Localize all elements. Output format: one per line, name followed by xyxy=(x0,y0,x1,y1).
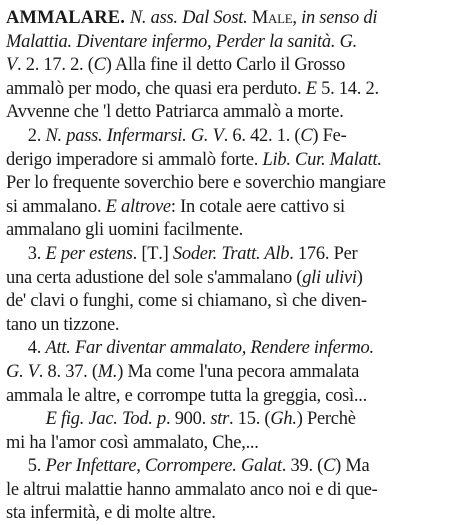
entry-text: 4. xyxy=(27,337,46,359)
entry-line xyxy=(6,478,468,502)
entry-line xyxy=(6,30,468,54)
dictionary-entry xyxy=(6,6,472,525)
entry-text: ) Ma come l'una pecora ammalata xyxy=(117,360,360,382)
entry-line xyxy=(6,195,468,219)
entry-text: gli ulivi xyxy=(302,266,357,288)
entry-line xyxy=(6,6,468,30)
entry-text: C xyxy=(323,455,336,477)
entry-text: , xyxy=(292,7,302,28)
entry-text: E per estens xyxy=(45,242,133,264)
entry-text: 5. 14. 2. xyxy=(316,77,379,99)
entry-line xyxy=(6,218,468,242)
entry-text: mi ha l'amor così ammalato, Che,... xyxy=(6,431,259,453)
entry-line xyxy=(6,289,468,313)
entry-text: . 2. 17. 2. ( xyxy=(17,54,94,76)
entry-text: . 39. ( xyxy=(281,455,324,477)
entry-line xyxy=(6,53,468,77)
entry-text: .] xyxy=(158,242,173,264)
entry-text: ammalano gli uomini facilmente. xyxy=(6,219,244,241)
entry-text: 3. xyxy=(27,242,46,264)
entry-text: in senso di xyxy=(301,7,378,28)
entry-text: . 900. xyxy=(165,408,211,430)
entry-text: ammala le altre, e corrompe tutta la greggia, così... xyxy=(6,384,368,406)
headword: . xyxy=(120,7,130,28)
entry-text: 2. xyxy=(27,124,46,146)
entry-line xyxy=(6,454,468,478)
entry-text: M. xyxy=(97,360,118,382)
entry-text: . 6. 42. 1. ( xyxy=(223,124,301,146)
entry-line xyxy=(6,360,468,384)
entry-text: 5. xyxy=(27,455,46,477)
entry-text: C xyxy=(300,124,313,146)
entry-text: E fig. Jac. Tod. p xyxy=(45,408,166,430)
entry-line xyxy=(6,384,468,408)
entry-text: . 176. Per xyxy=(289,242,358,264)
entry-text: Lib. Cur. Malatt. xyxy=(262,148,382,170)
entry-text: Malattia. Diventare infermo, Perder la sanità. G. xyxy=(6,30,358,52)
entry-line xyxy=(6,171,468,195)
entry-text: V xyxy=(6,54,18,76)
entry-line xyxy=(6,336,468,360)
entry-text: : In cotale aere cattivo si xyxy=(170,195,345,217)
entry-text: tano un tizzone. xyxy=(6,313,120,335)
headword: AMMALARE xyxy=(6,7,121,28)
entry-text: . 8. 37. ( xyxy=(38,360,98,382)
entry-text: ) Perchè xyxy=(296,408,356,430)
entry-text: E altrove xyxy=(105,195,171,217)
entry-line xyxy=(6,124,468,148)
entry-text: . [ xyxy=(132,242,148,264)
entry-text: Per lo frequente soverchio bere e soverchio mangiare xyxy=(6,172,386,194)
entry-text: Soder. Tratt. Alb xyxy=(172,242,290,264)
entry-text: N. pass. Infermarsi. G. V xyxy=(45,124,224,146)
entry-text: E xyxy=(305,77,317,99)
entry-text: sta infermità, e di molte altre. xyxy=(6,502,216,524)
entry-text: Per Infettare, Corrompere. Galat xyxy=(45,455,282,477)
entry-line xyxy=(6,77,468,101)
entry-line xyxy=(6,313,468,337)
entry-text: de' clavi o funghi, come si chiamano, sì che diven- xyxy=(6,290,367,312)
entry-text: le altrui malattie hanno ammalato anco noi e di que- xyxy=(6,478,378,500)
entry-line xyxy=(6,148,468,172)
entry-line xyxy=(6,501,468,525)
entry-line xyxy=(6,100,468,124)
entry-line xyxy=(6,242,468,266)
entry-text: ammalò per modo, che quasi era perduto. xyxy=(6,77,306,99)
entry-text: ) Fe- xyxy=(312,124,347,146)
entry-text: Gh. xyxy=(270,408,297,430)
entry-text: ) Ma xyxy=(335,455,370,477)
entry-text: una certa adustione del sole s'ammalano ( xyxy=(6,266,303,288)
entry-text: G. V xyxy=(6,360,39,382)
entry-text: derigo imperadore si ammalò forte. xyxy=(6,148,263,170)
entry-line xyxy=(6,266,468,290)
entry-line xyxy=(6,431,468,455)
entry-line xyxy=(6,407,468,431)
entry-text: T xyxy=(147,242,159,264)
entry-text: ) xyxy=(356,266,363,288)
entry-text: . 15. ( xyxy=(229,408,271,430)
entry-text: Att. Far diventar ammalato, Rendere infermo. xyxy=(45,337,374,359)
entry-text: Avvenne che 'l detto Patriarca ammalò a morte. xyxy=(6,101,344,123)
entry-text: Male xyxy=(251,7,293,28)
entry-text: si ammalano. xyxy=(6,195,106,217)
entry-text: C xyxy=(93,54,106,76)
entry-text: str xyxy=(210,408,230,430)
entry-text: N. ass. Dal Sost. xyxy=(129,7,252,28)
entry-text: ) Alla fine il detto Carlo il Grosso xyxy=(105,54,346,76)
